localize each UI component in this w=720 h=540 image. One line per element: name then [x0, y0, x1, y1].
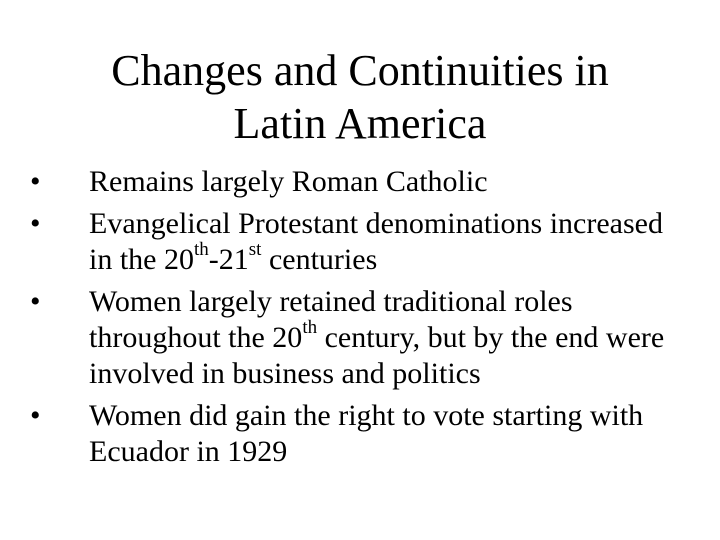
title-line-1: Changes and Continuities in — [111, 46, 609, 95]
slide-title — [60, 44, 660, 150]
bullet-list — [30, 164, 690, 476]
bullet-text: Women largely retained traditional roles throughout the 20th century, but by the end were involved in business and politics — [89, 285, 665, 390]
bullet-icon: • — [30, 399, 41, 432]
bullet-text: Remains largely Roman Catholic — [89, 165, 488, 198]
title-line-2: Latin America — [233, 99, 487, 148]
superscript: th — [194, 239, 209, 260]
bullet-text: Evangelical Protestant denominations increased in the 20th-21st centuries — [89, 207, 663, 276]
bullet-item — [30, 206, 690, 278]
bullet-text: Women did gain the right to vote starting with Ecuador in 1929 — [89, 399, 644, 468]
superscript: th — [302, 317, 318, 338]
bullet-item — [30, 398, 690, 470]
bullet-item — [30, 164, 690, 200]
bullet-icon: • — [30, 207, 41, 240]
bullet-icon: • — [30, 165, 41, 198]
superscript: st — [248, 239, 262, 260]
bullet-icon: • — [30, 285, 41, 318]
bullet-item — [30, 284, 690, 392]
